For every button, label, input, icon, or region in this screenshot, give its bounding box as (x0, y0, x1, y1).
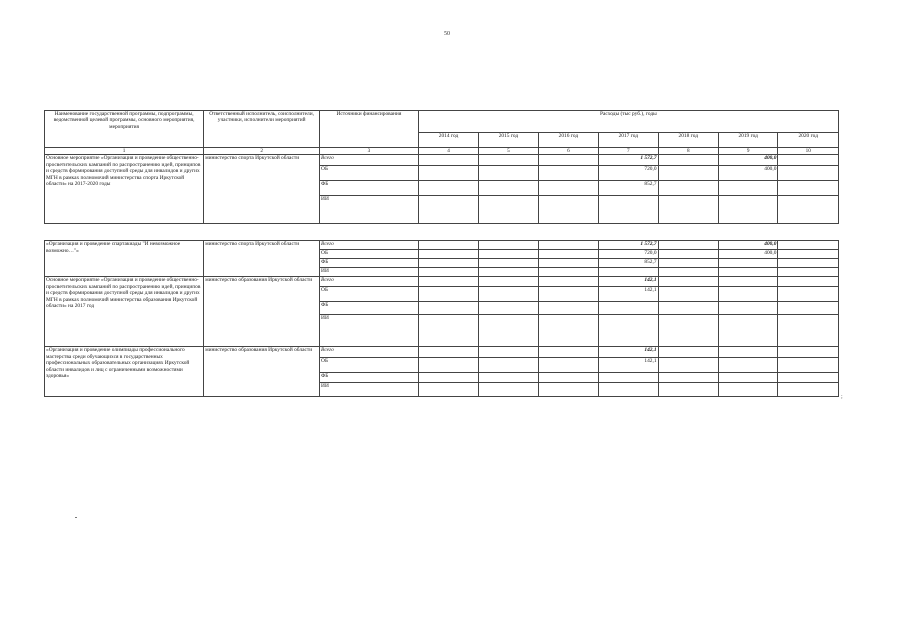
header-source: Источники финансирования (320, 111, 419, 148)
expense-value (658, 268, 718, 277)
expense-value (418, 181, 478, 196)
expense-value (418, 347, 478, 358)
expense-value (418, 358, 478, 373)
expense-value (718, 277, 777, 287)
expense-value (479, 373, 538, 383)
expense-value (418, 259, 478, 268)
expense-value (479, 166, 538, 181)
expense-value (599, 373, 658, 383)
expense-value (418, 155, 478, 166)
expense-value (479, 277, 538, 287)
funding-source: ОБ (320, 166, 419, 181)
expense-value (479, 358, 538, 373)
scan-dot (75, 517, 77, 518)
table-row (45, 241, 839, 250)
expense-value: 852,7 (599, 259, 658, 268)
expense-value (718, 259, 777, 268)
column-number: 8 (658, 148, 718, 155)
expense-value (538, 287, 598, 302)
column-number: 5 (479, 148, 538, 155)
expense-value (778, 196, 839, 224)
expense-value (479, 383, 538, 397)
expense-value (718, 347, 777, 358)
header-year: 2014 год (418, 133, 478, 148)
expense-value (538, 277, 598, 287)
funding-source: ОБ (320, 287, 419, 302)
expense-value (658, 277, 718, 287)
expense-value (479, 347, 538, 358)
expense-value: 142,1 (599, 347, 658, 358)
expense-value (658, 155, 718, 166)
header-year: 2017 год (599, 133, 658, 148)
expense-value (658, 287, 718, 302)
table-row (45, 347, 839, 358)
expense-value (658, 196, 718, 224)
expense-value: 720,0 (599, 166, 658, 181)
funding-source: ФБ (320, 373, 419, 383)
table-row (45, 277, 839, 287)
expense-value (658, 315, 718, 347)
expense-value: 400,0 (718, 155, 777, 166)
expense-value (418, 268, 478, 277)
expense-value (479, 196, 538, 224)
expense-value (479, 287, 538, 302)
expense-value (718, 268, 777, 277)
responsible-executor: министерство образования Иркутской области (204, 347, 320, 397)
expense-value (778, 259, 839, 268)
expense-value (479, 268, 538, 277)
column-number: 10 (778, 148, 839, 155)
expense-value (538, 383, 598, 397)
expense-value (778, 302, 839, 315)
expense-value (479, 302, 538, 315)
table-row (45, 155, 839, 166)
header-year: 2016 год (538, 133, 598, 148)
funding-source: Всего (320, 347, 419, 358)
expense-value (599, 268, 658, 277)
expense-value (658, 250, 718, 259)
expense-value (538, 181, 598, 196)
column-number: 1 (45, 148, 204, 155)
expense-value (418, 315, 478, 347)
expense-value (538, 241, 598, 250)
funding-source: ОБ (320, 358, 419, 373)
expense-value (718, 196, 777, 224)
funding-source: ИИ (320, 315, 419, 347)
expense-value (658, 302, 718, 315)
margin-mark: ; (841, 394, 843, 400)
expense-value (718, 181, 777, 196)
expense-value (418, 196, 478, 224)
expense-value (418, 383, 478, 397)
expense-value: 142,1 (599, 277, 658, 287)
expense-value: 142,1 (599, 287, 658, 302)
funding-source: Всего (320, 241, 419, 250)
expense-value (538, 268, 598, 277)
column-number: 2 (204, 148, 320, 155)
table-body (45, 155, 839, 397)
expense-value: 1 572,7 (599, 155, 658, 166)
expense-value (538, 196, 598, 224)
expense-value (538, 358, 598, 373)
expense-value: 400,0 (718, 166, 777, 181)
expense-value: 400,0 (718, 241, 777, 250)
expense-value (778, 181, 839, 196)
column-number: 7 (599, 148, 658, 155)
expense-value (778, 268, 839, 277)
expense-value (418, 166, 478, 181)
expense-value (479, 241, 538, 250)
column-number: 4 (418, 148, 478, 155)
expense-value (658, 383, 718, 397)
expense-value (599, 315, 658, 347)
expense-value: 400,0 (718, 250, 777, 259)
financing-table (44, 110, 839, 397)
expense-value (718, 383, 777, 397)
funding-source: ФБ (320, 181, 419, 196)
expense-value: 142,1 (599, 358, 658, 373)
expense-value (778, 315, 839, 347)
expense-value (538, 302, 598, 315)
expense-value (599, 196, 658, 224)
header-name: Наименование государственной программы, подпрограммы, ведомственной целевой программы, основного мероприятия, мероприятия (45, 111, 204, 148)
responsible-executor: министерство спорта Иркутской области (204, 155, 320, 224)
expense-value (778, 241, 839, 250)
expense-value (778, 347, 839, 358)
measure-name: «Организация и проведение олимпиады профессионального мастерства среди обучающихся в государственных профессиональных образовательных организациях Иркутской области инвалидов и лиц с ограниченными возможностями здоровья» (45, 347, 204, 397)
expense-value (658, 181, 718, 196)
expense-value (718, 373, 777, 383)
expense-value (658, 166, 718, 181)
expense-value (538, 373, 598, 383)
expense-value (479, 181, 538, 196)
expense-value (418, 373, 478, 383)
expense-value (538, 347, 598, 358)
measure-name: Основное мероприятие «Организация и проведение общественно-просветительских кампаний по распространению идей, принципов и средств формирования доступной среды для инвалидов и других МГН в рамках полномочий министерства спорта Иркутской области» на 2017-2020 годы (45, 155, 204, 224)
funding-source: Всего (320, 277, 419, 287)
expense-value (718, 315, 777, 347)
header-year: 2020 год (778, 133, 839, 148)
expense-value (718, 358, 777, 373)
expense-value (778, 250, 839, 259)
expense-value (778, 155, 839, 166)
measure-name: Основное мероприятие «Организация и проведение общественно-просветительских кампаний по распространению идей, принципов и средств формирования доступной среды для инвалидов и других МГН в рамках полномочий министерства образования Иркутской области» на 2017 год (45, 277, 204, 347)
expense-value (718, 302, 777, 315)
page-number: 50 (444, 31, 450, 37)
header-year: 2018 год (658, 133, 718, 148)
expense-value (479, 259, 538, 268)
expense-value (778, 287, 839, 302)
expense-value (778, 277, 839, 287)
column-number: 9 (718, 148, 777, 155)
expense-value (418, 302, 478, 315)
expense-value (538, 166, 598, 181)
expense-value (418, 277, 478, 287)
responsible-executor: министерство спорта Иркутской области (204, 241, 320, 277)
expense-value (538, 250, 598, 259)
expense-value (538, 259, 598, 268)
funding-source: ИИ (320, 383, 419, 397)
column-number: 6 (538, 148, 598, 155)
header-year: 2015 год (479, 133, 538, 148)
funding-source: ФБ (320, 302, 419, 315)
expense-value (658, 241, 718, 250)
table-gap (45, 224, 839, 241)
expense-value (479, 155, 538, 166)
funding-source: ФБ (320, 259, 419, 268)
expense-value: 720,0 (599, 250, 658, 259)
expense-value (778, 383, 839, 397)
expense-value (778, 373, 839, 383)
expense-value (778, 166, 839, 181)
header-responsible: Ответственный исполнитель, соисполнители, участники, исполнители мероприятий (204, 111, 320, 148)
responsible-executor: министерство образования Иркутской области (204, 277, 320, 347)
expense-value (479, 250, 538, 259)
funding-source: ИИ (320, 196, 419, 224)
expense-value (418, 250, 478, 259)
expense-value (599, 302, 658, 315)
gap-cell (45, 224, 839, 241)
funding-source: ИИ (320, 268, 419, 277)
expense-value (658, 373, 718, 383)
expense-value (418, 241, 478, 250)
column-number: 3 (320, 148, 419, 155)
expense-value: 1 572,7 (599, 241, 658, 250)
expense-value (418, 287, 478, 302)
expense-value (599, 383, 658, 397)
expense-value (658, 358, 718, 373)
funding-source: Всего (320, 155, 419, 166)
header-expenses: Расходы (тыс руб.), годы (418, 111, 838, 133)
expense-value: 852,7 (599, 181, 658, 196)
expense-value (718, 287, 777, 302)
header-year: 2019 год (718, 133, 777, 148)
funding-source: ОБ (320, 250, 419, 259)
expense-value (479, 315, 538, 347)
expense-value (658, 259, 718, 268)
expense-value (538, 155, 598, 166)
expense-value (658, 347, 718, 358)
expense-value (778, 358, 839, 373)
expense-value (538, 315, 598, 347)
measure-name: «Организация и проведение спартакиады "И невозможное возможно…"» (45, 241, 204, 277)
